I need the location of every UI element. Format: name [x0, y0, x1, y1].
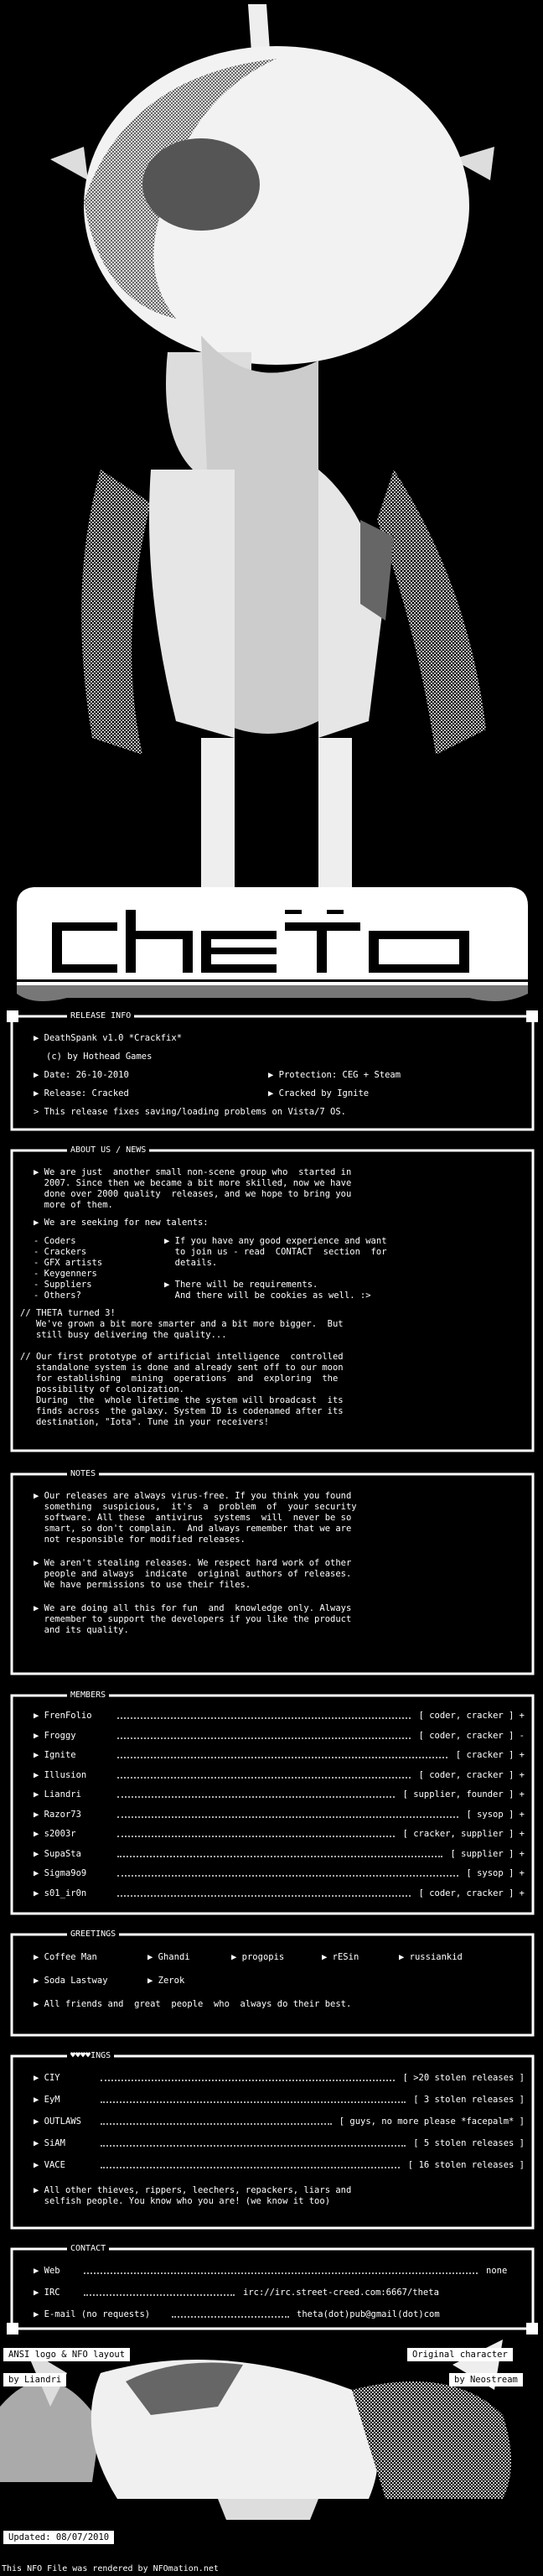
- dot-leader: [101, 2080, 395, 2081]
- notes-header: NOTES: [67, 1469, 99, 1479]
- greet-all-friends: ▶ All friends and great people who always do their best.: [34, 1999, 352, 2009]
- character-illustration: [50, 4, 494, 914]
- member-name: ▶ s2003r: [34, 1829, 76, 1839]
- member-name: ▶ SupaSta: [34, 1848, 81, 1859]
- contact-web-value[interactable]: none: [486, 2266, 508, 2276]
- bottom-character: [0, 2340, 511, 2520]
- contact-email-value[interactable]: theta(dot)pub@gmail(dot)com: [297, 2309, 440, 2319]
- member-role: [ coder, cracker ] +: [418, 1769, 525, 1780]
- dot-leader: [101, 2123, 332, 2125]
- dot-leader: [84, 2294, 235, 2296]
- fing-note: [ 5 stolen releases ]: [413, 2138, 525, 2148]
- member-role: [ coder, cracker ] +: [418, 1888, 525, 1898]
- about-header: ABOUT US / NEWS: [67, 1145, 149, 1156]
- member-name: ▶ s01_ir0n: [34, 1888, 87, 1898]
- greet-russiankid: ▶ russiankid: [399, 1952, 463, 1962]
- member-role: [ supplier ] +: [450, 1848, 525, 1859]
- fings-footer: ▶ All other thieves, rippers, leechers, repackers, liars and selfish people. You know who you are! (we know it too): [34, 2185, 352, 2206]
- dot-leader: [117, 1895, 411, 1897]
- member-role: [ sysop ] +: [466, 1868, 525, 1878]
- fing-note: [ 16 stolen releases ]: [407, 2160, 525, 2170]
- dot-leader: [101, 2101, 406, 2103]
- fings-header: ♥♥♥♥INGS: [67, 2051, 114, 2061]
- greet-coffee-man: ▶ Coffee Man: [34, 1952, 97, 1962]
- contact-header: CONTACT: [67, 2244, 109, 2254]
- release-protection: ▶ Protection: CEG + Steam: [268, 1070, 401, 1080]
- about-intro: ▶ We are just another small non-scene group who started in 2007. Since then we became a bit more skilled, now we have done over 2000 quality releases, and we hope to bring you more of them.: [34, 1167, 352, 1210]
- fing-name: ▶ OUTLAWS: [34, 2116, 81, 2127]
- fing-name: ▶ SiAM: [34, 2138, 65, 2148]
- credit-char-author: by Neostream: [449, 2373, 523, 2386]
- fing-name: ▶ CIY: [34, 2073, 60, 2083]
- contact-email-label: ▶ E-mail (no requests): [34, 2309, 151, 2319]
- section-frames: [12, 1016, 533, 2329]
- fing-name: ▶ VACE: [34, 2160, 65, 2170]
- credit-logo-title: ANSI logo & NFO layout: [3, 2348, 130, 2361]
- greetings-header: GREETINGS: [67, 1929, 119, 1940]
- greet-ghandi: ▶ Ghandi: [147, 1952, 190, 1962]
- member-name: ▶ Sigma9o9: [34, 1868, 87, 1878]
- credit-char-title: Original character: [407, 2348, 513, 2361]
- dot-leader: [172, 2316, 289, 2318]
- fing-name: ▶ EyM: [34, 2095, 60, 2105]
- fing-note: [ guys, no more please *facepalm* ]: [339, 2116, 525, 2127]
- release-publisher: (c) by Hothead Games: [46, 1052, 153, 1062]
- contact-irc-value[interactable]: irc://irc.street-creed.com:6667/theta: [243, 2288, 439, 2298]
- member-role: [ cracker, supplier ] +: [402, 1829, 525, 1839]
- about-seeking: ▶ We are seeking for new talents:: [34, 1218, 209, 1228]
- dot-leader: [84, 2272, 478, 2274]
- about-prototype: // Our first prototype of artificial intelligence controlled standalone system is done and already sent off to our moon for establishing mining operations and exploring the possibility of colonization. During the whole lifetime the system will broadcast its finds across the galaxy. System ID is codenamed after its destination, "Iota". Tune in your receivers!: [20, 1352, 344, 1427]
- dot-leader: [117, 1816, 458, 1818]
- credit-logo-author: by Liandri: [3, 2373, 66, 2386]
- rendered-by-footer: This NFO File was rendered by NFOmation.net: [2, 2564, 219, 2573]
- release-date: ▶ Date: 26-10-2010: [34, 1070, 129, 1080]
- contact-web-label: ▶ Web: [34, 2266, 60, 2276]
- about-talent-notes: ▶ If you have any good experience and want to join us - read CONTACT section for details. ▶ There will be requirements. And there will be cookies as well. :>: [164, 1236, 387, 1301]
- theta-logo: [17, 887, 528, 1001]
- dot-leader: [117, 1717, 411, 1719]
- about-theta3: // THETA turned 3! We've grown a bit more smarter and a bit more bigger. But still busy delivering the quality...: [20, 1308, 344, 1340]
- release-status: ▶ Release: Cracked: [34, 1088, 129, 1098]
- greet-resin: ▶ rESin: [322, 1952, 359, 1962]
- member-role: [ cracker ] +: [455, 1750, 525, 1760]
- fing-note: [ >20 stolen releases ]: [402, 2073, 525, 2083]
- contact-irc-label: ▶ IRC: [34, 2288, 60, 2298]
- dot-leader: [117, 1796, 395, 1798]
- dot-leader: [117, 1757, 447, 1758]
- fing-note: [ 3 stolen releases ]: [413, 2095, 525, 2105]
- member-name: ▶ Illusion: [34, 1769, 87, 1780]
- dot-leader: [117, 1777, 411, 1779]
- members-header: MEMBERS: [67, 1690, 109, 1701]
- dot-leader: [117, 1875, 458, 1877]
- greet-zerok: ▶ Zerok: [147, 1976, 185, 1986]
- notes-fun: ▶ We are doing all this for fun and knowledge only. Always remember to support the developers if you like the product and its quality.: [34, 1603, 352, 1635]
- notes-stealing: ▶ We aren't stealing releases. We respect hard work of other people and always indicate original authors of releases. We have permissions to use their files.: [34, 1558, 352, 1590]
- member-role: [ coder, cracker ] -: [418, 1730, 525, 1741]
- member-name: ▶ Razor73: [34, 1809, 81, 1820]
- dot-leader: [117, 1836, 395, 1837]
- greet-progopis: ▶ progopis: [231, 1952, 285, 1962]
- updated-date: Updated: 08/07/2010: [3, 2531, 114, 2544]
- member-name: ▶ Ignite: [34, 1750, 76, 1760]
- release-info-header: RELEASE INFO: [67, 1011, 134, 1021]
- release-cracker: ▶ Cracked by Ignite: [268, 1088, 370, 1098]
- dot-leader: [101, 2167, 400, 2168]
- member-role: [ sysop ] +: [466, 1809, 525, 1820]
- dot-leader: [117, 1856, 442, 1857]
- release-title: ▶ DeathSpank v1.0 *Crackfix*: [34, 1033, 183, 1043]
- member-name: ▶ Liandri: [34, 1789, 81, 1800]
- dot-leader: [117, 1737, 411, 1739]
- member-name: ▶ Froggy: [34, 1730, 76, 1741]
- member-role: [ supplier, founder ] +: [402, 1789, 525, 1800]
- greet-soda-lastway: ▶ Soda Lastway: [34, 1976, 108, 1986]
- release-note: > This release fixes saving/loading problems on Vista/7 OS.: [34, 1107, 346, 1117]
- about-talents: - Coders - Crackers - GFX artists - Keygenners - Suppliers - Others?: [34, 1236, 103, 1301]
- member-name: ▶ FrenFolio: [34, 1711, 92, 1721]
- dot-leader: [101, 2145, 406, 2147]
- notes-virus: ▶ Our releases are always virus-free. If you think you found something suspicious, it's a problem of your security software. All these antivirus systems will never be so smart, so don't complain. And always remember that we are not responsible for modified releases.: [34, 1491, 357, 1545]
- member-role: [ coder, cracker ] +: [418, 1711, 525, 1721]
